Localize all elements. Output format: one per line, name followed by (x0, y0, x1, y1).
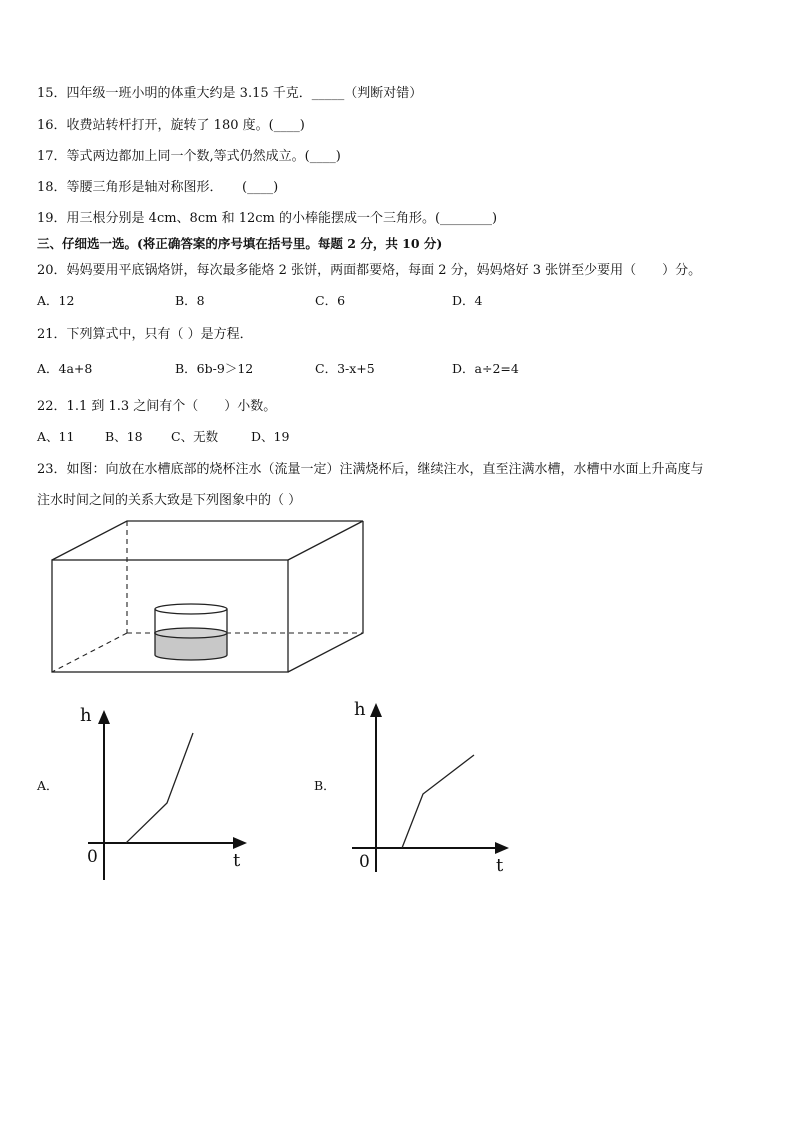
option-c: C．3-x+5 (315, 361, 375, 376)
option-a: A、11 (37, 429, 75, 444)
graph-a-y-arrow (98, 710, 110, 724)
option-b: B．6b-9＞12 (175, 361, 254, 376)
question-16: 16．收费站转杆打开，旋转了 180 度。(____) (37, 118, 305, 133)
option-d: D、19 (251, 429, 290, 444)
graph-b-option-label: B． (314, 778, 336, 793)
option-a: A．4a+8 (37, 361, 93, 376)
question-15: 15．四年级一班小明的体重大约是 3.15 千克．_____（判断对错） (37, 86, 423, 101)
graph-a-curve (126, 733, 193, 843)
question-22: 22．1.1 到 1.3 之间有个（ ）小数。 (37, 399, 277, 414)
beaker-rim (155, 604, 227, 614)
graph-a-x-arrow (233, 837, 247, 849)
section-3-heading: 三、仔细选一选。(将正确答案的序号填在括号里。每题 2 分，共 10 分) (37, 236, 443, 251)
tank-front-face (52, 560, 288, 672)
question-21: 21．下列算式中，只有（ ）是方程． (37, 327, 253, 342)
option-b: B．8 (175, 293, 205, 308)
question-23-line-1: 23．如图：向放在水槽底部的烧杯注水（流量一定）注满烧杯后，继续注水，直至注满水槽，水槽中水面上升高度与 (37, 462, 704, 477)
graph-b-y-arrow (370, 703, 382, 717)
graph-a-x-label: t (233, 850, 241, 871)
graph-a-y-label: h (80, 705, 92, 726)
graph-a-option-label: A． (37, 778, 59, 793)
option-b: B、18 (105, 429, 143, 444)
graph-b-origin-label: 0 (359, 852, 370, 872)
graph-b-curve (402, 755, 474, 848)
tank-hidden-edge-diagonal (52, 633, 127, 672)
question-20: 20．妈妈要用平底锅烙饼，每次最多能烙 2 张饼，两面都要烙，每面 2 分，妈妈烙好 3 张饼至少要用（ ）分。 (37, 263, 702, 278)
question-19: 19．用三根分别是 4cm、8cm 和 12cm 的小棒能摆成一个三角形。(________) (37, 211, 498, 226)
question-18: 18．等腰三角形是轴对称图形． (____) (37, 180, 279, 195)
tank-right-face (288, 521, 363, 672)
graph-b-x-arrow (495, 842, 509, 854)
graph-a-origin-label: 0 (87, 847, 98, 867)
option-c: C、无数 (171, 429, 219, 444)
option-a: A．12 (37, 293, 75, 308)
option-c: C．6 (315, 293, 346, 308)
tank-top-face (52, 521, 363, 560)
option-d: D．4 (452, 293, 483, 308)
option-d: D．a÷2=4 (452, 361, 519, 376)
beaker-water-surface (155, 628, 227, 638)
question-17: 17．等式两边都加上同一个数,等式仍然成立。(____) (37, 149, 341, 164)
graph-b-y-label: h (354, 699, 366, 720)
graph-b-x-label: t (496, 855, 504, 876)
beaker-water (155, 633, 227, 660)
beaker-bottom (155, 655, 227, 660)
question-23-line-2: 注水时间之间的关系大致是下列图象中的（ ） (37, 493, 302, 508)
